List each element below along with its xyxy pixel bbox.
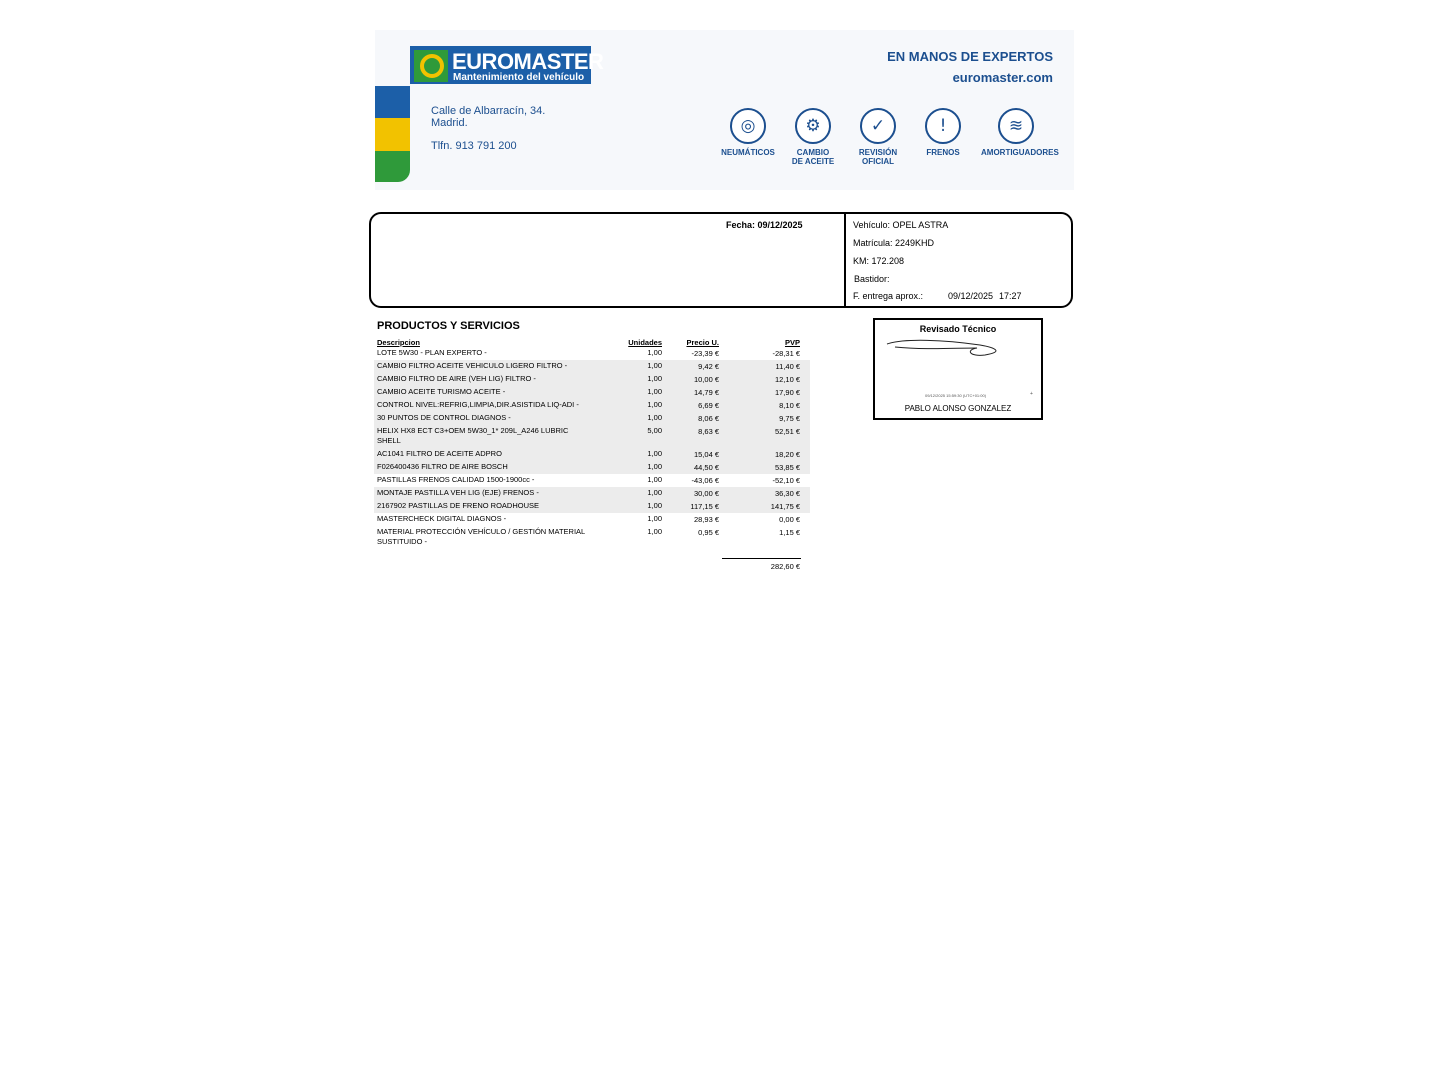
mileage: KM: 172.208 xyxy=(853,256,905,266)
row-units: 1,00 xyxy=(647,374,662,383)
address-line-2: Madrid. xyxy=(431,117,468,129)
row-pvp: -28,31 € xyxy=(772,349,800,358)
row-description: CAMBIO ACEITE TURISMO ACEITE - xyxy=(377,387,506,396)
row-units: 1,00 xyxy=(647,413,662,422)
row-units: 1,00 xyxy=(647,348,662,357)
row-description: CONTROL NIVEL:REFRIG,LIMPIA,DIR.ASISTIDA LIQ-ADI - xyxy=(377,400,579,409)
row-units: 1,00 xyxy=(647,361,662,370)
row-description: CAMBIO FILTRO DE AIRE (VEH LIG) FILTRO - xyxy=(377,374,536,383)
service-frenos xyxy=(908,108,978,157)
row-pvp: 1,15 € xyxy=(779,528,800,537)
brand-stripe-green xyxy=(375,151,410,182)
row-pvp: 0,00 € xyxy=(779,515,800,524)
delivery-label: F. entrega aprox.: xyxy=(853,291,924,301)
car-check-icon: ✓ xyxy=(860,108,896,144)
phone-number: Tlfn. 913 791 200 xyxy=(431,140,517,152)
column-header-description: Descripcion xyxy=(377,338,420,347)
signature-mark: + xyxy=(1030,391,1033,397)
row-unit-price: 44,50 € xyxy=(693,463,719,472)
table-row xyxy=(374,487,810,500)
row-unit-price: 8,06 € xyxy=(698,414,719,423)
oil-change-icon: ⚙ xyxy=(795,108,831,144)
row-pvp: 52,51 € xyxy=(774,427,800,436)
row-units: 1,00 xyxy=(647,400,662,409)
table-row xyxy=(374,386,810,399)
row-pvp: 53,85 € xyxy=(774,463,800,472)
total-divider xyxy=(722,558,801,559)
table-row xyxy=(374,425,810,448)
column-header-unit-price: Precio U. xyxy=(686,338,719,347)
row-units: 5,00 xyxy=(647,426,662,435)
delivery-time: 17:27 xyxy=(999,291,1022,301)
slogan: EN MANOS DE EXPERTOS xyxy=(887,49,1053,64)
row-unit-price: 15,04 € xyxy=(693,450,719,459)
chassis-number: Bastidor: xyxy=(854,274,890,284)
row-unit-price: 6,69 € xyxy=(698,401,719,410)
service-label: NEUMÁTICOS xyxy=(721,148,775,157)
row-units: 1,00 xyxy=(647,475,662,484)
row-unit-price: 10,00 € xyxy=(693,375,719,384)
order-date: Fecha: 09/12/2025 xyxy=(726,220,803,230)
signature-scribble xyxy=(885,336,1000,360)
row-unit-price: 0,95 € xyxy=(698,528,719,537)
row-description: F026400436 FILTRO DE AIRE BOSCH xyxy=(377,462,508,471)
row-units: 1,00 xyxy=(647,449,662,458)
table-row xyxy=(374,412,810,425)
table-row xyxy=(374,526,810,549)
info-divider xyxy=(844,214,846,306)
delivery-date: 09/12/2025 xyxy=(948,291,994,301)
row-pvp: -52,10 € xyxy=(772,476,800,485)
brand-stripe-blue xyxy=(375,86,410,118)
brand-name: EUROMASTER xyxy=(452,49,604,74)
service-cambio-aceite xyxy=(778,108,848,166)
logo-roundel-icon xyxy=(414,50,448,82)
row-unit-price: -23,39 € xyxy=(691,349,719,358)
total-amount: 282,60 € xyxy=(770,562,800,571)
column-header-units: Unidades xyxy=(628,338,662,347)
service-label: REVISIÓN OFICIAL xyxy=(858,148,898,166)
column-header-pvp: PVP xyxy=(784,338,800,347)
table-row xyxy=(374,360,810,373)
products-table xyxy=(374,347,810,549)
service-label: FRENOS xyxy=(926,148,960,157)
row-unit-price: 30,00 € xyxy=(693,489,719,498)
row-unit-price: 28,93 € xyxy=(693,515,719,524)
website: euromaster.com xyxy=(952,70,1053,85)
row-pvp: 11,40 € xyxy=(775,362,800,371)
table-row xyxy=(374,448,810,461)
table-row xyxy=(374,500,810,513)
header-banner xyxy=(375,30,1074,190)
technician-name: PABLO ALONSO GONZALEZ xyxy=(904,404,1012,413)
row-unit-price: 8,63 € xyxy=(698,427,719,436)
vehicle-info-box xyxy=(369,212,1073,308)
row-unit-price: 14,79 € xyxy=(693,388,719,397)
row-pvp: 36,30 € xyxy=(774,489,800,498)
row-pvp: 17,90 € xyxy=(774,388,800,397)
table-row xyxy=(374,347,810,360)
brake-icon: ! xyxy=(925,108,961,144)
row-description: MASTERCHECK DIGITAL DIAGNOS - xyxy=(377,514,507,523)
brand-stripe-yellow xyxy=(375,118,410,151)
euromaster-logo xyxy=(410,46,604,84)
service-neumaticos xyxy=(713,108,783,157)
row-description: HELIX HX8 ECT C3+OEM 5W30_1* 209L_A246 LUBRIC SHELL xyxy=(377,426,569,445)
table-row xyxy=(374,373,810,386)
row-description: PASTILLAS FRENOS CALIDAD 1500-1900cc - xyxy=(377,475,535,484)
service-label: CAMBIO DE ACEITE xyxy=(791,148,835,166)
license-plate: Matrícula: 2249KHD xyxy=(853,238,935,248)
row-units: 1,00 xyxy=(647,462,662,471)
row-pvp: 141,75 € xyxy=(770,502,800,511)
service-amortiguadores xyxy=(981,108,1059,157)
row-description: LOTE 5W30 - PLAN EXPERTO - xyxy=(377,348,487,357)
service-revision-oficial xyxy=(843,108,913,166)
row-pvp: 12,10 € xyxy=(774,375,800,384)
table-row xyxy=(374,474,810,487)
shock-absorber-icon: ≋ xyxy=(998,108,1034,144)
row-unit-price: 117,15 € xyxy=(690,502,719,511)
tire-icon: ◎ xyxy=(730,108,766,144)
row-description: CAMBIO FILTRO ACEITE VEHICULO LIGERO FILTRO - xyxy=(377,361,568,370)
brand-tagline: Mantenimiento del vehículo xyxy=(453,72,585,83)
signature-timestamp: 09/12/2025 15:59:30 (UTC+01:00) xyxy=(925,393,987,398)
row-description: AC1041 FILTRO DE ACEITE ADPRO xyxy=(377,449,502,458)
row-units: 1,00 xyxy=(647,501,662,510)
row-units: 1,00 xyxy=(647,387,662,396)
signature-title: Revisado Técnico xyxy=(919,324,997,334)
row-description: MONTAJE PASTILLA VEH LIG (EJE) FRENOS - xyxy=(377,488,539,497)
products-title: PRODUCTOS Y SERVICIOS xyxy=(377,320,520,332)
row-units: 1,00 xyxy=(647,527,662,536)
table-row xyxy=(374,399,810,412)
row-units: 1,00 xyxy=(647,514,662,523)
table-row xyxy=(374,513,810,526)
row-description: MATERIAL PROTECCIÓN VEHÍCULO / GESTIÓN MATERIAL SUSTITUIDO - xyxy=(377,527,585,546)
table-row xyxy=(374,461,810,474)
row-pvp: 18,20 € xyxy=(774,450,800,459)
row-unit-price: 9,42 € xyxy=(698,362,719,371)
row-description: 30 PUNTOS DE CONTROL DIAGNOS - xyxy=(377,413,511,422)
service-label: AMORTIGUADORES xyxy=(981,148,1059,157)
row-description: 2167902 PASTILLAS DE FRENO ROADHOUSE xyxy=(377,501,540,510)
row-unit-price: -43,06 € xyxy=(691,476,719,485)
signature-box xyxy=(873,318,1043,420)
row-units: 1,00 xyxy=(647,488,662,497)
address-line-1: Calle de Albarracín, 34. xyxy=(431,105,546,117)
row-pvp: 9,75 € xyxy=(779,414,800,423)
vehicle-model: Vehículo: OPEL ASTRA xyxy=(853,220,949,230)
row-pvp: 8,10 € xyxy=(779,401,800,410)
